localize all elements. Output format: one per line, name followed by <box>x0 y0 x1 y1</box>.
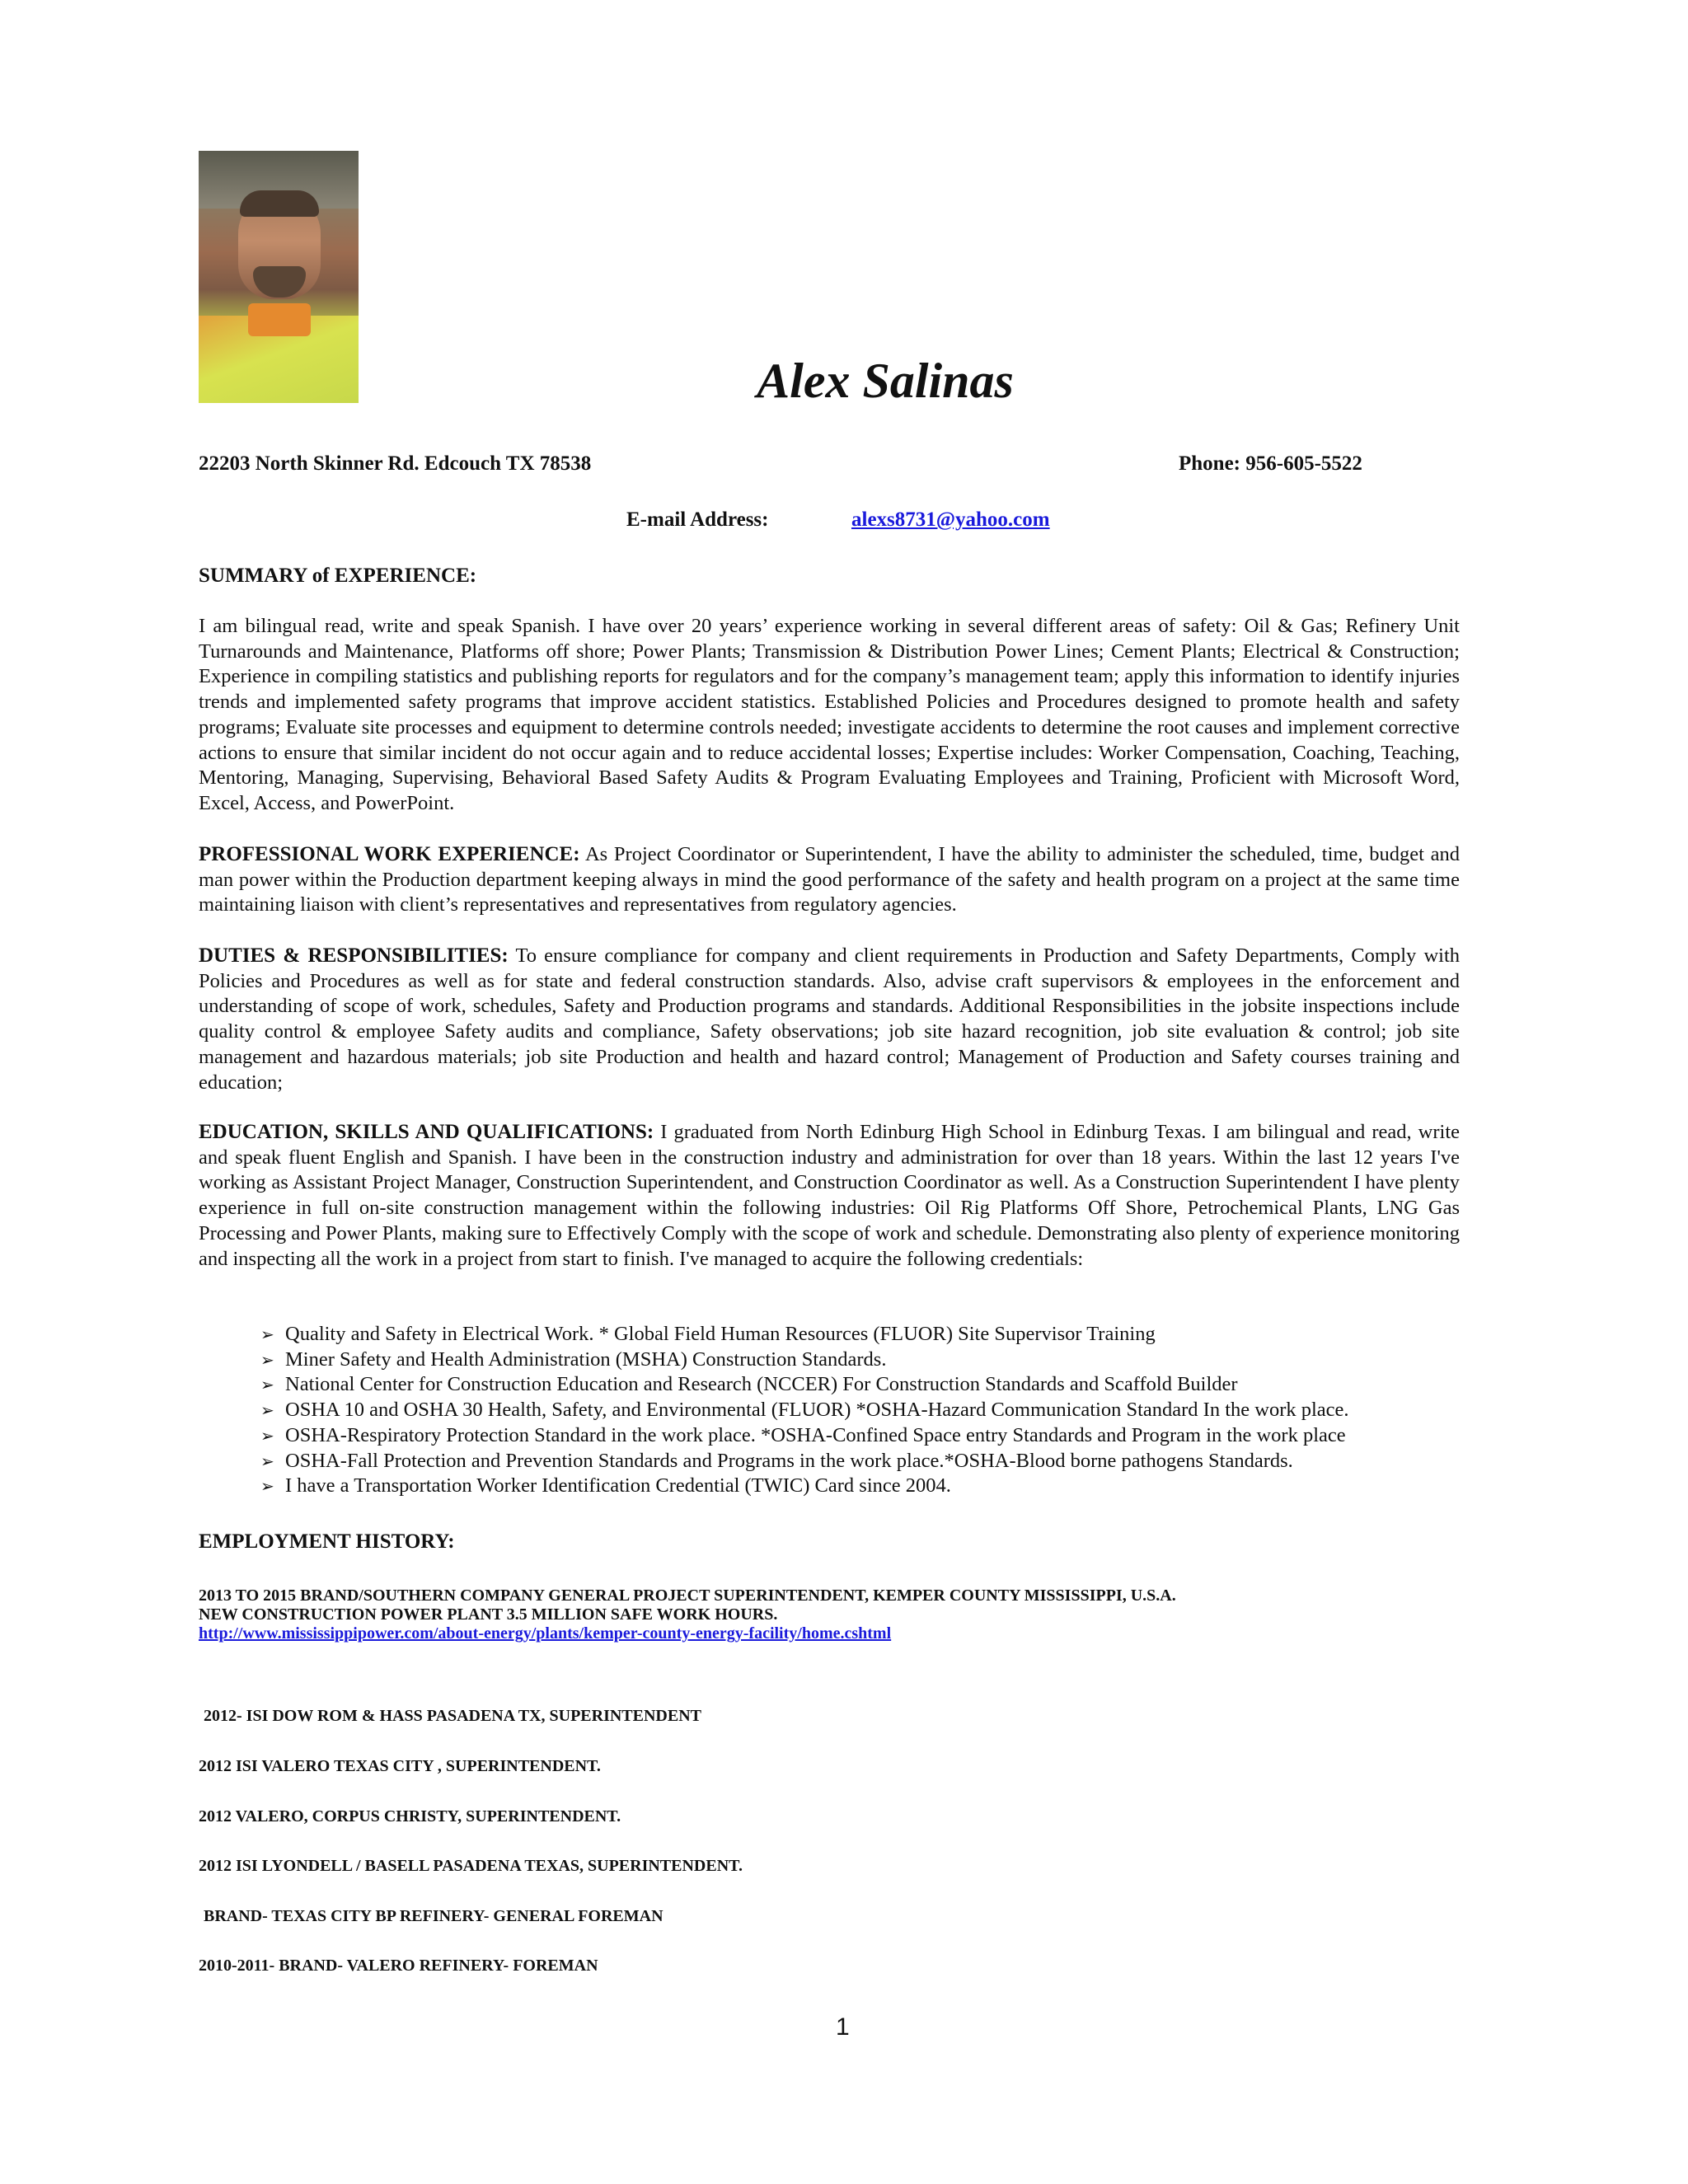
list-item: ➢ OSHA-Fall Protection and Prevention Standards and Programs in the work place.*OSHA-Blood borne pathogens Standards. <box>260 1449 1349 1474</box>
arrowhead-bullet-icon: ➢ <box>260 1324 274 1344</box>
list-item: ➢ OSHA-Respiratory Protection Standard in the work place. *OSHA-Confined Space entry Standards and Program in the work place <box>260 1423 1349 1449</box>
job-entry: 2012 ISI VALERO TEXAS CITY , SUPERINTENDENT. <box>199 1757 601 1775</box>
list-item: ➢ I have a Transportation Worker Identification Credential (TWIC) Card since 2004. <box>260 1474 1349 1499</box>
duties-text: To ensure compliance for company and client requirements in Production and Safety Departments, Comply with Policies and Procedures as well as for state and federal construction standards. Also, advise craft supervisors & employees in the enforcement and understanding of scope of work, schedules, Safety and Production programs and standards. Additional Responsibilities in the jobsite inspections include quality control & employee Safety audits and compliance, Safety observations; job site hazard recognition, job site evaluation & control; job site management and hazardous materials; job site Production and health and hazard control; Management of Production and Safety courses training and education; <box>199 944 1460 1094</box>
job-entry: 2012 ISI LYONDELL / BASELL PASADENA TEXAS, SUPERINTENDENT. <box>199 1857 743 1875</box>
summary-text: I am bilingual read, write and speak Spanish. I have over 20 years’ experience working in several different areas of safety: Oil & Gas; Refinery Unit Turnarounds and Maintenance, Platforms off shore; Power Plants; Transmission & Distribution Power Lines; Cement Plants; Electrical & Construction; Experience in compiling statistics and publishing reports for regulators and for the company’s management team; apply this information to identify injuries trends and implemented safety programs that improve accident statistics. Established Policies and Procedures designed to promote health and safety programs; Evaluate site processes and equipment to determine controls needed; investigate accidents to determine the root causes and implement corrective actions to ensure that similar incident do not occur again and to reduce accidental losses; Expertise includes: Worker Compensation, Coaching, Teaching, Mentoring, Managing, Supervising, Behavioral Based Safety Audits & Program Evaluating Employees and Training, Proficient with Microsoft Word, Excel, Access, and PowerPoint. <box>199 615 1460 814</box>
duties-heading: DUTIES & RESPONSIBILITIES: <box>199 944 509 967</box>
job-entry-detail: NEW CONSTRUCTION POWER PLANT 3.5 MILLION SAFE WORK HOURS. <box>199 1605 778 1624</box>
job-entry-title: 2013 TO 2015 BRAND/SOUTHERN COMPANY GENERAL PROJECT SUPERINTENDENT, KEMPER COUNTY MISSISSIPPI, U.S.A. <box>199 1586 1176 1605</box>
email-label: E-mail Address: <box>626 509 769 531</box>
candidate-name: Alex Salinas <box>757 354 1014 408</box>
email-link[interactable]: alexs8731@yahoo.com <box>851 509 1050 531</box>
arrowhead-bullet-icon: ➢ <box>260 1375 274 1395</box>
arrowhead-bullet-icon: ➢ <box>260 1476 274 1497</box>
employment-heading: EMPLOYMENT HISTORY: <box>199 1530 455 1553</box>
job-entry-link[interactable]: http://www.mississippipower.com/about-energy/plants/kemper-county-energy-facility/home.cshtml <box>199 1624 892 1643</box>
address: 22203 North Skinner Rd. Edcouch TX 78538 <box>199 452 592 475</box>
page-number: 1 <box>836 2013 850 2041</box>
professional-section <box>199 842 1460 918</box>
professional-text: As Project Coordinator or Superintendent, I have the ability to administer the scheduled, time, budget and man power within the Production department keeping always in mind the good performance of the safety and health program on a project at the same time maintaining liaison with client’s representatives and representatives from regulatory agencies. <box>199 843 1461 916</box>
summary-heading: SUMMARY of EXPERIENCE: <box>199 565 477 587</box>
arrowhead-bullet-icon: ➢ <box>260 1349 274 1370</box>
phone-number: Phone: 956-605-5522 <box>1179 452 1362 475</box>
job-entry: 2010-2011- BRAND- VALERO REFINERY- FOREMAN <box>199 1957 598 1975</box>
credentials-list <box>260 1322 1349 1499</box>
list-item: ➢ OSHA 10 and OSHA 30 Health, Safety, and Environmental (FLUOR) *OSHA-Hazard Communication Standard In the work place. <box>260 1398 1349 1423</box>
arrowhead-bullet-icon: ➢ <box>260 1451 274 1471</box>
job-entry: 2012 VALERO, CORPUS CHRISTY, SUPERINTENDENT. <box>199 1807 621 1825</box>
list-item: ➢ National Center for Construction Education and Research (NCCER) For Construction Standards and Scaffold Builder <box>260 1372 1349 1398</box>
education-heading: EDUCATION, SKILLS AND QUALIFICATIONS: <box>199 1121 654 1143</box>
arrowhead-bullet-icon: ➢ <box>260 1400 274 1421</box>
education-section <box>199 1120 1460 1272</box>
professional-heading: PROFESSIONAL WORK EXPERIENCE: <box>199 843 580 865</box>
education-text: I graduated from North Edinburg High School in Edinburg Texas. I am bilingual and read, write and speak fluent English and Spanish. I have been in the construction industry and administration for over than 18 years. Within the last 12 years I've working as Assistant Project Manager, Construction Superintendent, and Construction Coordinator as well. As a Construction Superintendent I have plenty experience in full on-site construction management within the following industries: Oil Rig Platforms Off Shore, Petrochemical Plants, LNG Gas Processing and Power Plants, making sure to Effectively Comply with the scope of work and schedule. Demonstrating also plenty of experience monitoring and inspecting all the work in a project from start to finish. I've managed to acquire the following credentials: <box>199 1121 1460 1270</box>
list-item: ➢ Miner Safety and Health Administration (MSHA) Construction Standards. <box>260 1347 1349 1373</box>
job-entry: BRAND- TEXAS CITY BP REFINERY- GENERAL FOREMAN <box>204 1907 663 1925</box>
arrowhead-bullet-icon: ➢ <box>260 1425 274 1446</box>
duties-section <box>199 944 1460 1095</box>
job-entry: 2012- ISI DOW ROM & HASS PASADENA TX, SUPERINTENDENT <box>204 1707 701 1725</box>
list-item: ➢ Quality and Safety in Electrical Work. * Global Field Human Resources (FLUOR) Site Supervisor Training <box>260 1322 1349 1347</box>
